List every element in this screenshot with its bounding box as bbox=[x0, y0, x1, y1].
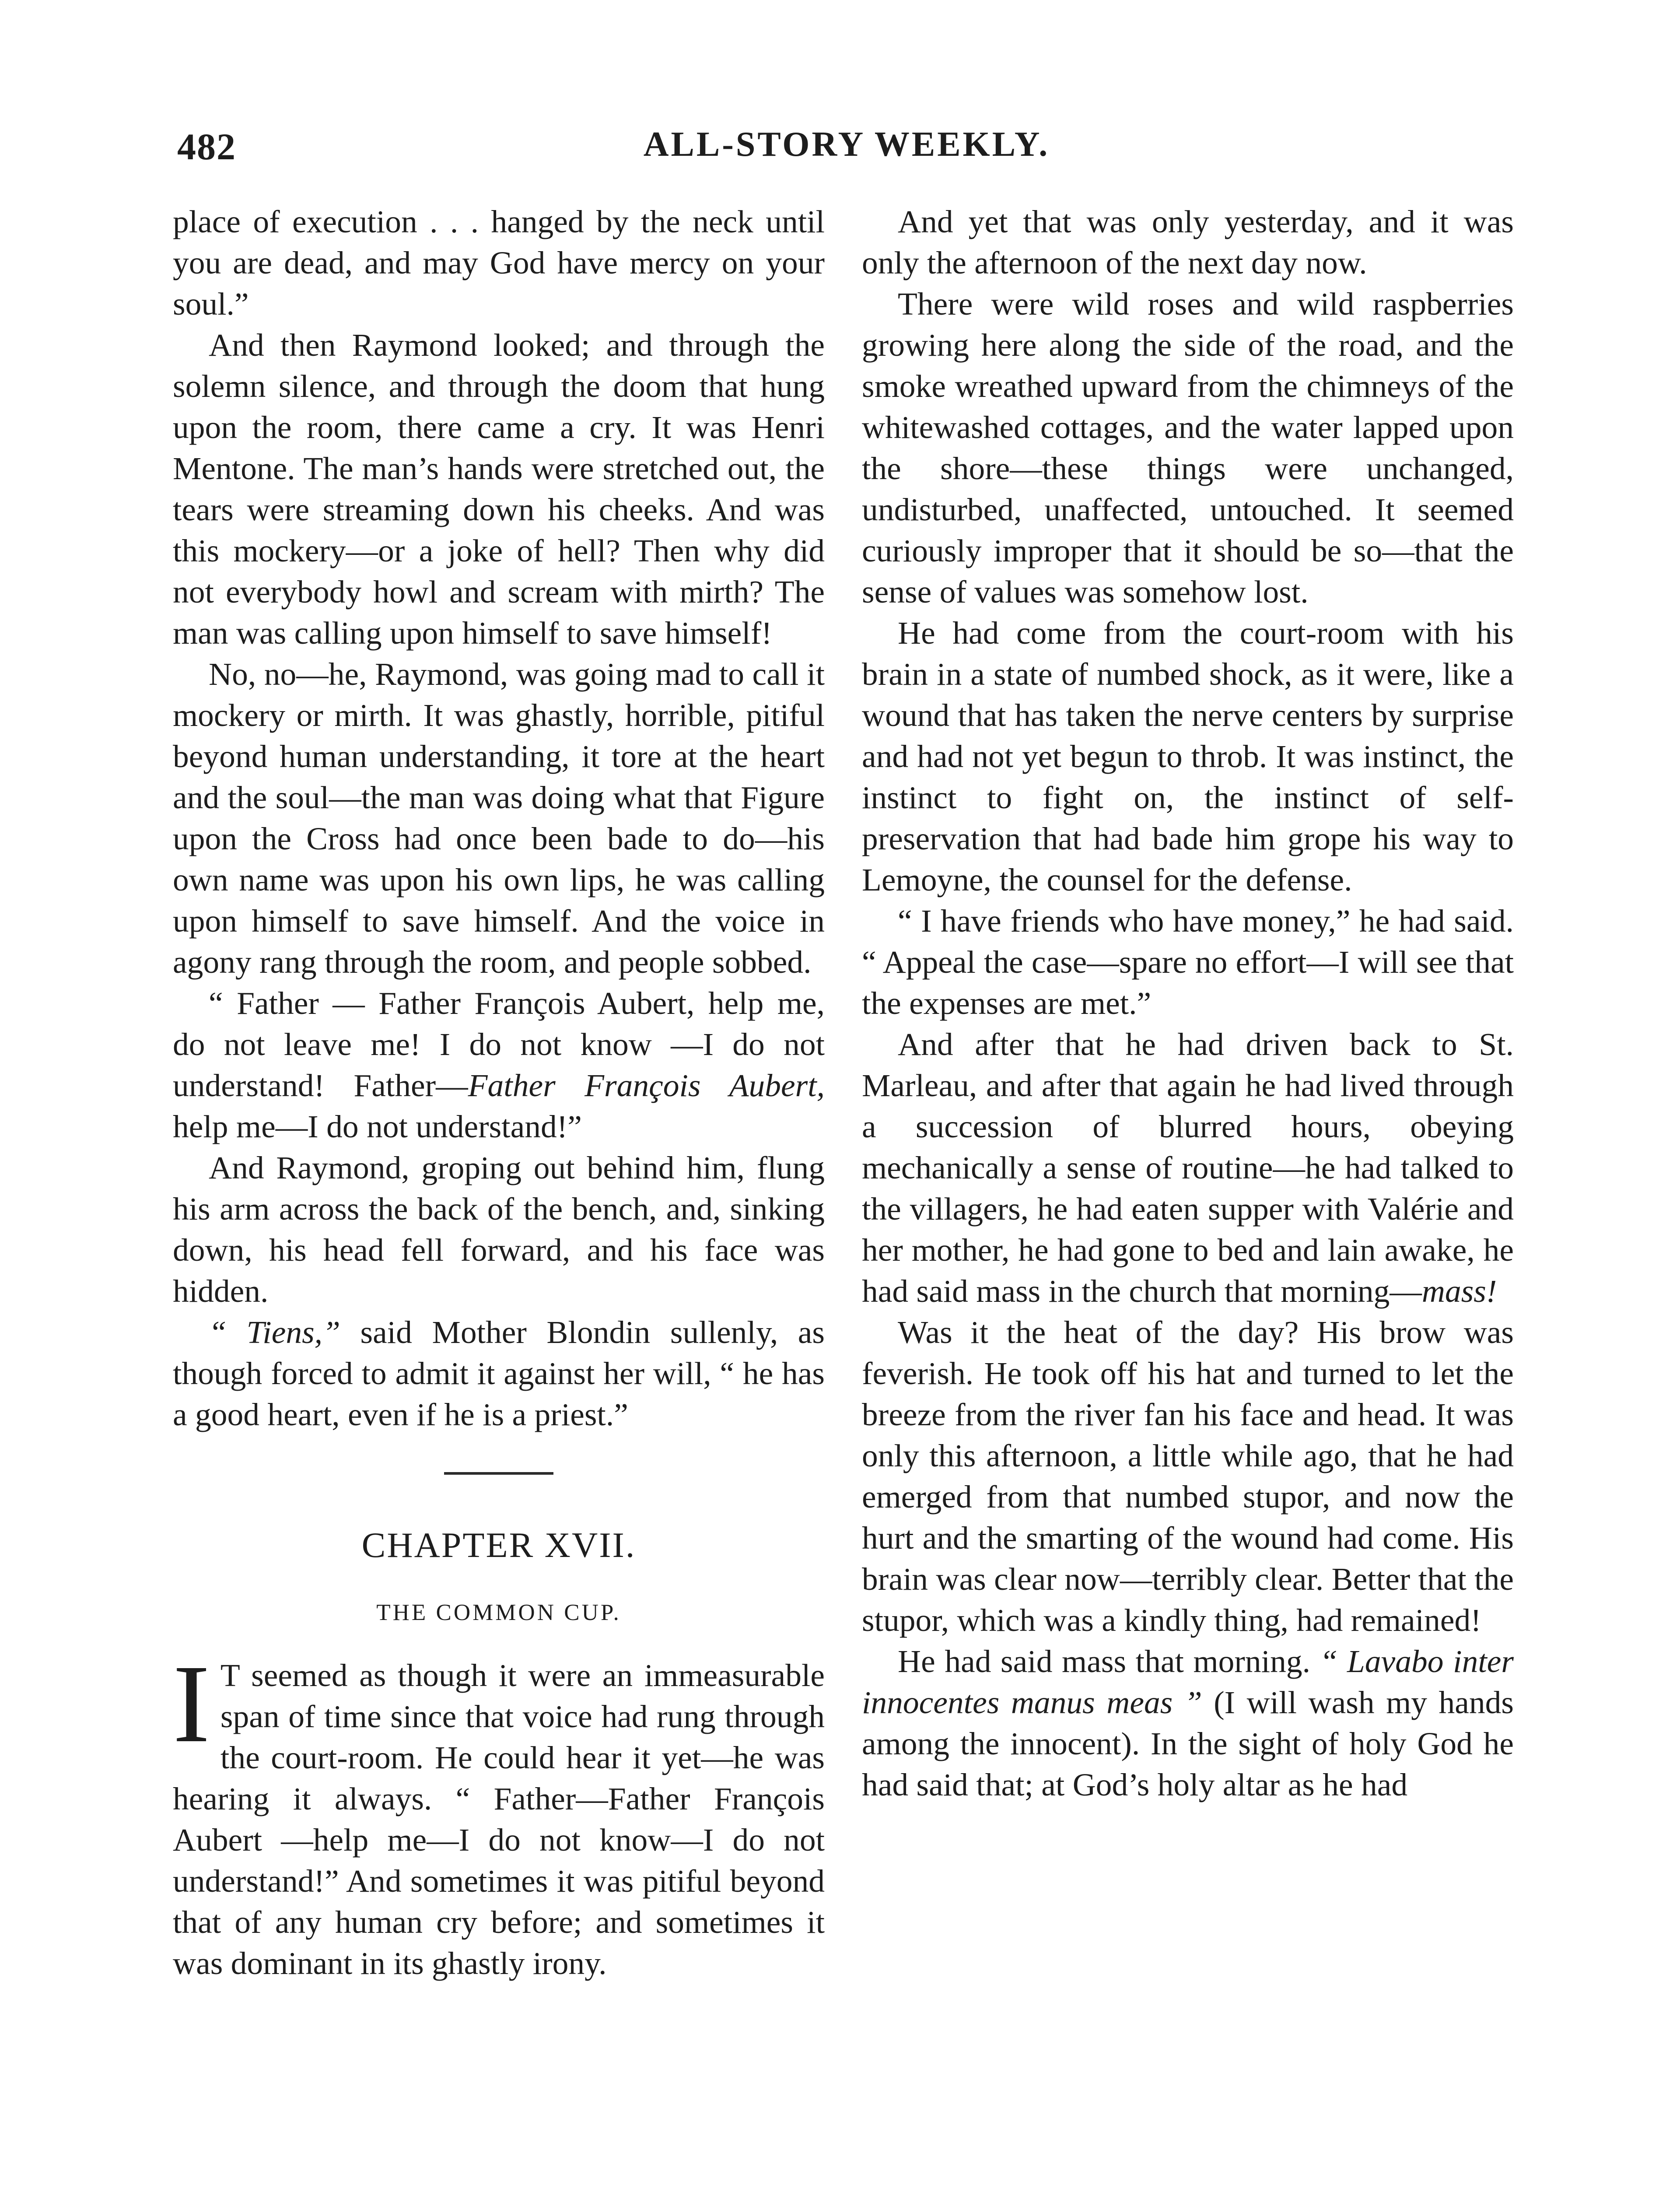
chapter-subtitle: THE COMMON CUP. bbox=[376, 1600, 621, 1625]
text-run: (I will wash my hands among the innocent). In the sight of holy God he had said that; at God’s holy altar as he had bbox=[862, 1685, 1514, 1802]
paragraph bbox=[173, 1642, 825, 1984]
chapter-heading: CHAPTER XVII. bbox=[361, 1525, 636, 1565]
paragraph bbox=[173, 983, 825, 1147]
paragraph bbox=[862, 1641, 1514, 1806]
paragraph: Was it the heat of the day? His brow was feverish. He took off his hat and turned to let the breeze from the river fan his face and head. It was only this afternoon, a little while ago, that he had emerged from that numbed stupor, and now the hurt and the smarting of the wound had come. His brain was clear now—terribly clear. Better that the stupor, which was a kindly thing, had remained! bbox=[862, 1315, 1514, 1638]
paragraph: No, no—he, Raymond, was going mad to call it mockery or mirth. It was ghastly, horrible, pitiful beyond human understanding, it tore at the heart and the soul—the man was doing what that Figure upon the Cross had once been bade to do—his own name was upon his own lips, he was calling upon himself to save himself. And the voice in agony rang through the room, and people sobbed. bbox=[173, 656, 825, 980]
italic-text: “ Lavabo inter innocentes manus meas ” bbox=[862, 1644, 1514, 1720]
italic-text: “ Tiens,” bbox=[209, 1315, 340, 1350]
italic-text: Father François Aubert, bbox=[468, 1068, 825, 1103]
paragraph: He had come from the court-room with his brain in a state of numbed shock, as it were, like a wound that has taken the nerve centers by surprise and had not yet begun to throb. It was instinct, the instinct to fight on, the instinct of self-preservation that had bade him grope his way to Lemoyne, the counsel for the defense. bbox=[862, 615, 1514, 898]
paragraph bbox=[173, 1312, 825, 1435]
italic-text: mass! bbox=[1421, 1273, 1497, 1309]
paragraph bbox=[862, 1024, 1514, 1312]
paragraph: And Raymond, groping out behind him, flung his arm across the back of the bench, and, sinking down, his head fell forward, and his face was hidden. bbox=[173, 1150, 825, 1309]
drop-cap: I bbox=[173, 1642, 210, 1766]
paragraph: And yet that was only yesterday, and it was only the afternoon of the next day now. bbox=[862, 204, 1514, 281]
left-column bbox=[173, 201, 825, 1984]
paragraph: There were wild roses and wild raspberries growing here along the side of the road, and the smoke wreathed upward from the chimneys of the whitewashed cottages, and the water lapped upon the shore—these things were unchanged, undisturbed, unaffected, untouched. It seemed curiously improper that it should be so—that the sense of values was somehow lost. bbox=[862, 286, 1514, 610]
text-run: T seemed as though it were an immeasurable span of time since that voice had rung through the court-room. He could hear it yet—he was hearing it always. “ Father—Father François Aubert —help me—I do not know—I do not understand!” And sometimes it was pitiful beyond that of any human cry before; and sometimes it was dominant in its ghastly irony. bbox=[173, 1658, 825, 1981]
text-run: And after that he had driven back to St. Marleau, and after that again he had lived through a succession of blurred hours, obeying mechanically a sense of routine—he had talked to the villagers, he had eaten supper with Valérie and her mother, he had gone to bed and lain awake, he had said mass in the church that morning— bbox=[862, 1027, 1514, 1309]
paragraph: And then Raymond looked; and through the solemn silence, and through the doom that hung upon the room, there came a cry. It was Henri Mentone. The man’s hands were stretched out, the tears were streaming down his cheeks. And was this mockery—or a joke of hell? Then why did not everybody howl and scream with mirth? The man was calling upon himself to save himself! bbox=[173, 327, 825, 651]
text-run: He had said mass that morning. bbox=[898, 1644, 1320, 1679]
text-run: help me—I do not understand!” bbox=[173, 1109, 582, 1144]
section-rule bbox=[444, 1472, 553, 1475]
right-column bbox=[862, 201, 1514, 1806]
paragraph: place of execution . . . hanged by the neck until you are dead, and may God have mercy on your soul.” bbox=[173, 204, 825, 322]
paragraph: “ I have friends who have money,” he had said. “ Appeal the case—spare no effort—I will see that the expenses are met.” bbox=[862, 903, 1514, 1021]
running-head: ALL-STORY WEEKLY. bbox=[643, 125, 1050, 164]
page-header bbox=[177, 125, 1516, 182]
text-run: said Mother Blondin sullenly, as though forced to admit it against her will, “ he has a good heart, even if he is a priest.” bbox=[173, 1315, 825, 1432]
page-number: 482 bbox=[177, 126, 236, 168]
text-run: “ Father — Father François Aubert, help me, do not leave me! I do not know —I do not understand! Father— bbox=[173, 985, 825, 1103]
